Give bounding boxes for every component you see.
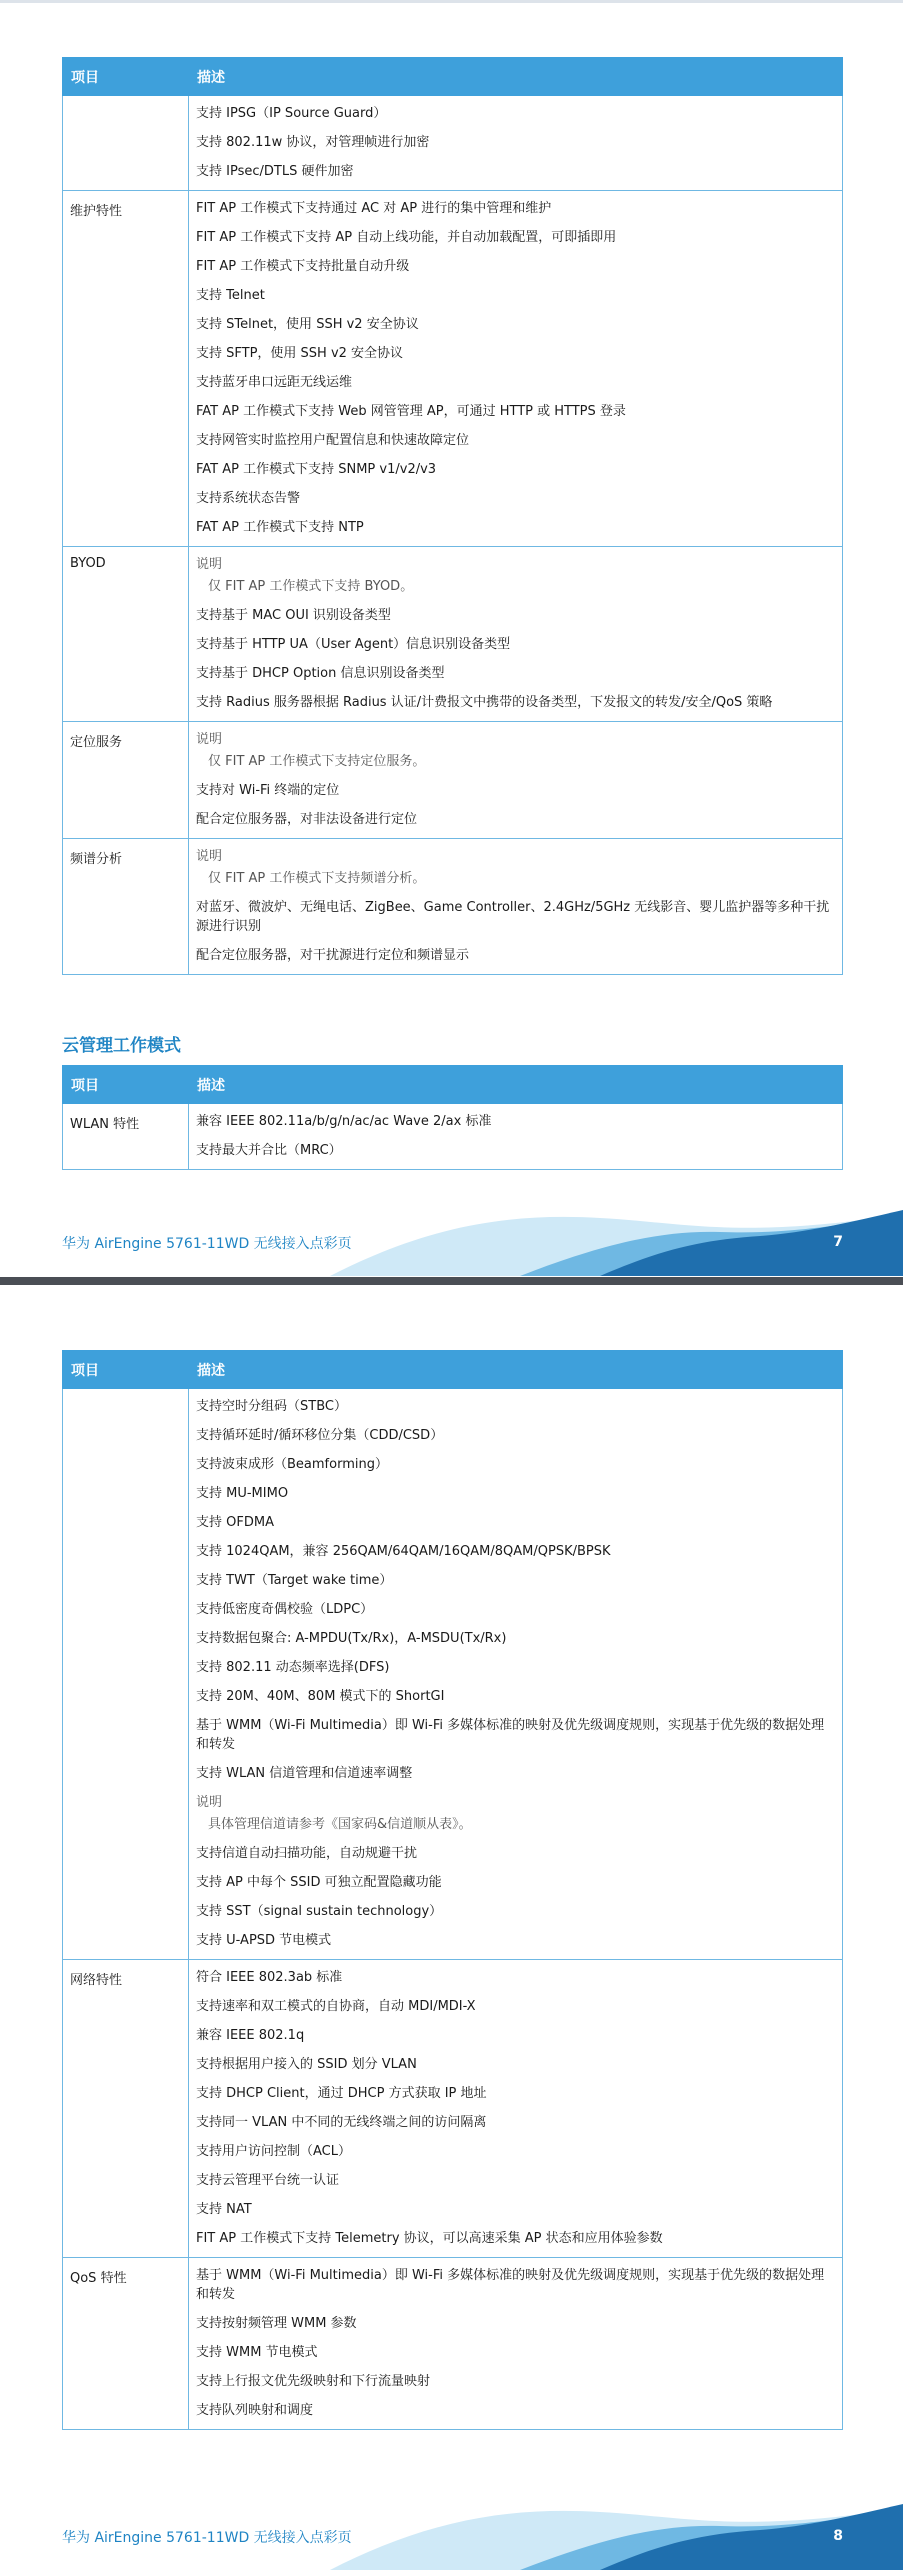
feature-line: 支持上行报文优先级映射和下行流量映射 xyxy=(196,2374,431,2389)
page-footer xyxy=(0,2504,903,2570)
col-header-item: 项目 xyxy=(63,1351,189,1389)
feature-category: QoS 特性 xyxy=(63,2258,189,2430)
feature-line: 基于 WMM（Wi-Fi Multimedia）即 Wi-Fi 多媒体标准的映射及优先级调度规则，实现基于优先级的数据处理和转发 xyxy=(196,2268,825,2302)
feature-line: 支持 STelnet，使用 SSH v2 安全协议 xyxy=(196,317,419,332)
feature-line: 支持 802.11w 协议，对管理帧进行加密 xyxy=(196,135,430,150)
col-header-desc: 描述 xyxy=(189,1066,843,1104)
feature-line: 支持蓝牙串口远距无线运维 xyxy=(196,375,353,390)
feature-line: 支持 802.11 动态频率选择(DFS) xyxy=(196,1660,390,1675)
feature-category: BYOD xyxy=(63,547,189,722)
col-header-item: 项目 xyxy=(63,1066,189,1104)
feature-description xyxy=(189,839,843,975)
feature-line: 支持基于 DHCP Option 信息识别设备类型 xyxy=(196,666,445,681)
feature-line: 支持最大并合比（MRC） xyxy=(196,1143,342,1158)
table-row xyxy=(63,547,843,722)
page-separator xyxy=(0,1277,903,1285)
feature-line: 支持数据包聚合: A-MPDU(Tx/Rx)，A-MSDU(Tx/Rx) xyxy=(196,1631,507,1646)
table-row xyxy=(63,2258,843,2430)
col-header-desc: 描述 xyxy=(189,58,843,96)
spec-table-page7 xyxy=(62,57,843,975)
feature-description xyxy=(189,1960,843,2258)
feature-category xyxy=(63,1389,189,1960)
feature-line: 支持 U-APSD 节电模式 xyxy=(196,1933,332,1948)
feature-line: 支持 SFTP，使用 SSH v2 安全协议 xyxy=(196,346,404,361)
table-row xyxy=(63,96,843,191)
feature-line: 支持对 Wi-Fi 终端的定位 xyxy=(196,783,340,798)
feature-line: 支持 IPSG（IP Source Guard） xyxy=(196,106,387,121)
feature-line: 支持 TWT（Target wake time） xyxy=(196,1573,393,1588)
feature-description xyxy=(189,722,843,839)
note-text: 仅 FIT AP 工作模式下支持 BYOD。 xyxy=(208,579,414,594)
table-row xyxy=(63,839,843,975)
feature-category: 网络特性 xyxy=(63,1960,189,2258)
table-row xyxy=(63,1104,843,1170)
page-footer xyxy=(0,1210,903,1276)
feature-line: 支持 Telnet xyxy=(196,288,265,303)
table-row xyxy=(63,722,843,839)
feature-line: 支持循环延时/循环移位分集（CDD/CSD） xyxy=(196,1428,444,1443)
feature-line: FAT AP 工作模式下支持 SNMP v1/v2/v3 xyxy=(196,462,437,477)
feature-line: 支持 DHCP Client，通过 DHCP 方式获取 IP 地址 xyxy=(196,2086,487,2101)
feature-line: 支持基于 HTTP UA（User Agent）信息识别设备类型 xyxy=(196,637,511,652)
note-text: 仅 FIT AP 工作模式下支持定位服务。 xyxy=(208,754,426,769)
note-text: 仅 FIT AP 工作模式下支持频谱分析。 xyxy=(208,871,426,886)
feature-line: 支持 WLAN 信道管理和信道速率调整 xyxy=(196,1766,413,1781)
feature-line: FIT AP 工作模式下支持通过 AC 对 AP 进行的集中管理和维护 xyxy=(196,201,552,216)
feature-description xyxy=(189,191,843,547)
feature-line: 支持 AP 中每个 SSID 可独立配置隐藏功能 xyxy=(196,1875,442,1890)
note-label: 说明 xyxy=(196,557,223,572)
feature-line: 兼容 IEEE 802.1q xyxy=(196,2028,305,2043)
page-7 xyxy=(0,0,903,1282)
feature-line: 支持 WMM 节电模式 xyxy=(196,2345,318,2360)
feature-line: 支持网管实时监控用户配置信息和快速故障定位 xyxy=(196,433,470,448)
feature-line: 支持 MU-MIMO xyxy=(196,1486,289,1501)
feature-line: 符合 IEEE 802.3ab 标准 xyxy=(196,1970,343,1985)
feature-line: 支持队列映射和调度 xyxy=(196,2403,314,2418)
feature-line: 基于 WMM（Wi-Fi Multimedia）即 Wi-Fi 多媒体标准的映射及优先级调度规则，实现基于优先级的数据处理和转发 xyxy=(196,1718,825,1752)
feature-description xyxy=(189,1104,843,1170)
page-top-rule xyxy=(0,0,903,3)
feature-category: 维护特性 xyxy=(63,191,189,547)
table-row xyxy=(63,1960,843,2258)
feature-line: 配合定位服务器，对干扰源进行定位和频谱显示 xyxy=(196,948,470,963)
feature-line: FIT AP 工作模式下支持批量自动升级 xyxy=(196,259,410,274)
feature-line: 支持同一 VLAN 中不同的无线终端之间的访问隔离 xyxy=(196,2115,487,2130)
feature-line: 支持 OFDMA xyxy=(196,1515,274,1530)
note-label: 说明 xyxy=(196,732,223,747)
note-text: 具体管理信道请参考《国家码&信道顺从表》。 xyxy=(208,1817,472,1832)
feature-line: 支持云管理平台统一认证 xyxy=(196,2173,340,2188)
feature-line: 支持 1024QAM，兼容 256QAM/64QAM/16QAM/8QAM/QPSK/BPSK xyxy=(196,1544,611,1559)
footer-doc-title: 华为 AirEngine 5761-11WD 无线接入点彩页 xyxy=(62,2530,352,2546)
feature-line: 支持 SST（signal sustain technology） xyxy=(196,1904,443,1919)
spec-table-page8 xyxy=(62,1350,843,2430)
feature-line: 支持系统状态告警 xyxy=(196,491,301,506)
table-row xyxy=(63,1389,843,1960)
feature-line: 兼容 IEEE 802.11a/b/g/n/ac/ac Wave 2/ax 标准 xyxy=(196,1114,492,1129)
col-header-desc: 描述 xyxy=(189,1351,843,1389)
feature-line: 支持速率和双工模式的自协商，自动 MDI/MDI-X xyxy=(196,1999,476,2014)
page-8 xyxy=(0,1285,903,2570)
feature-line: 支持用户访问控制（ACL） xyxy=(196,2144,351,2159)
feature-line: 支持波束成形（Beamforming） xyxy=(196,1457,388,1472)
page-number: 8 xyxy=(833,2528,843,2544)
feature-line: 支持空时分组码（STBC） xyxy=(196,1399,347,1414)
page-number: 7 xyxy=(833,1234,843,1250)
note-label: 说明 xyxy=(196,849,223,864)
feature-line: 支持按射频管理 WMM 参数 xyxy=(196,2316,357,2331)
feature-line: 支持 NAT xyxy=(196,2202,252,2217)
feature-category: 频谱分析 xyxy=(63,839,189,975)
feature-line: FAT AP 工作模式下支持 NTP xyxy=(196,520,364,535)
spec-table-cloud-mode xyxy=(62,1065,843,1170)
footer-doc-title: 华为 AirEngine 5761-11WD 无线接入点彩页 xyxy=(62,1236,352,1252)
feature-category: 定位服务 xyxy=(63,722,189,839)
feature-description xyxy=(189,1389,843,1960)
feature-line: 对蓝牙、微波炉、无绳电话、ZigBee、Game Controller、2.4GHz/5GHz 无线影音、婴儿监护器等多种干扰源进行识别 xyxy=(196,900,830,934)
feature-description xyxy=(189,2258,843,2430)
feature-category: WLAN 特性 xyxy=(63,1104,189,1170)
feature-line: FIT AP 工作模式下支持 AP 自动上线功能，并自动加载配置，可即插即用 xyxy=(196,230,617,245)
feature-description xyxy=(189,96,843,191)
feature-line: 支持基于 MAC OUI 识别设备类型 xyxy=(196,608,391,623)
feature-line: 支持 Radius 服务器根据 Radius 认证/计费报文中携带的设备类型，下发报文的转发/安全/QoS 策略 xyxy=(196,695,773,710)
feature-description xyxy=(189,547,843,722)
note-label: 说明 xyxy=(196,1795,223,1810)
feature-line: 配合定位服务器，对非法设备进行定位 xyxy=(196,812,418,827)
feature-line: FIT AP 工作模式下支持 Telemetry 协议，可以高速采集 AP 状态和应用体验参数 xyxy=(196,2231,663,2246)
col-header-item: 项目 xyxy=(63,58,189,96)
section-title-cloud-mode: 云管理工作模式 xyxy=(62,1036,181,1056)
feature-line: FAT AP 工作模式下支持 Web 网管管理 AP，可通过 HTTP 或 HTTPS 登录 xyxy=(196,404,626,419)
feature-line: 支持 IPsec/DTLS 硬件加密 xyxy=(196,164,354,179)
feature-line: 支持根据用户接入的 SSID 划分 VLAN xyxy=(196,2057,417,2072)
feature-line: 支持信道自动扫描功能，自动规避干扰 xyxy=(196,1846,418,1861)
feature-line: 支持低密度奇偶校验（LDPC） xyxy=(196,1602,374,1617)
feature-category xyxy=(63,96,189,191)
table-row xyxy=(63,191,843,547)
feature-line: 支持 20M、40M、80M 模式下的 ShortGI xyxy=(196,1689,445,1704)
